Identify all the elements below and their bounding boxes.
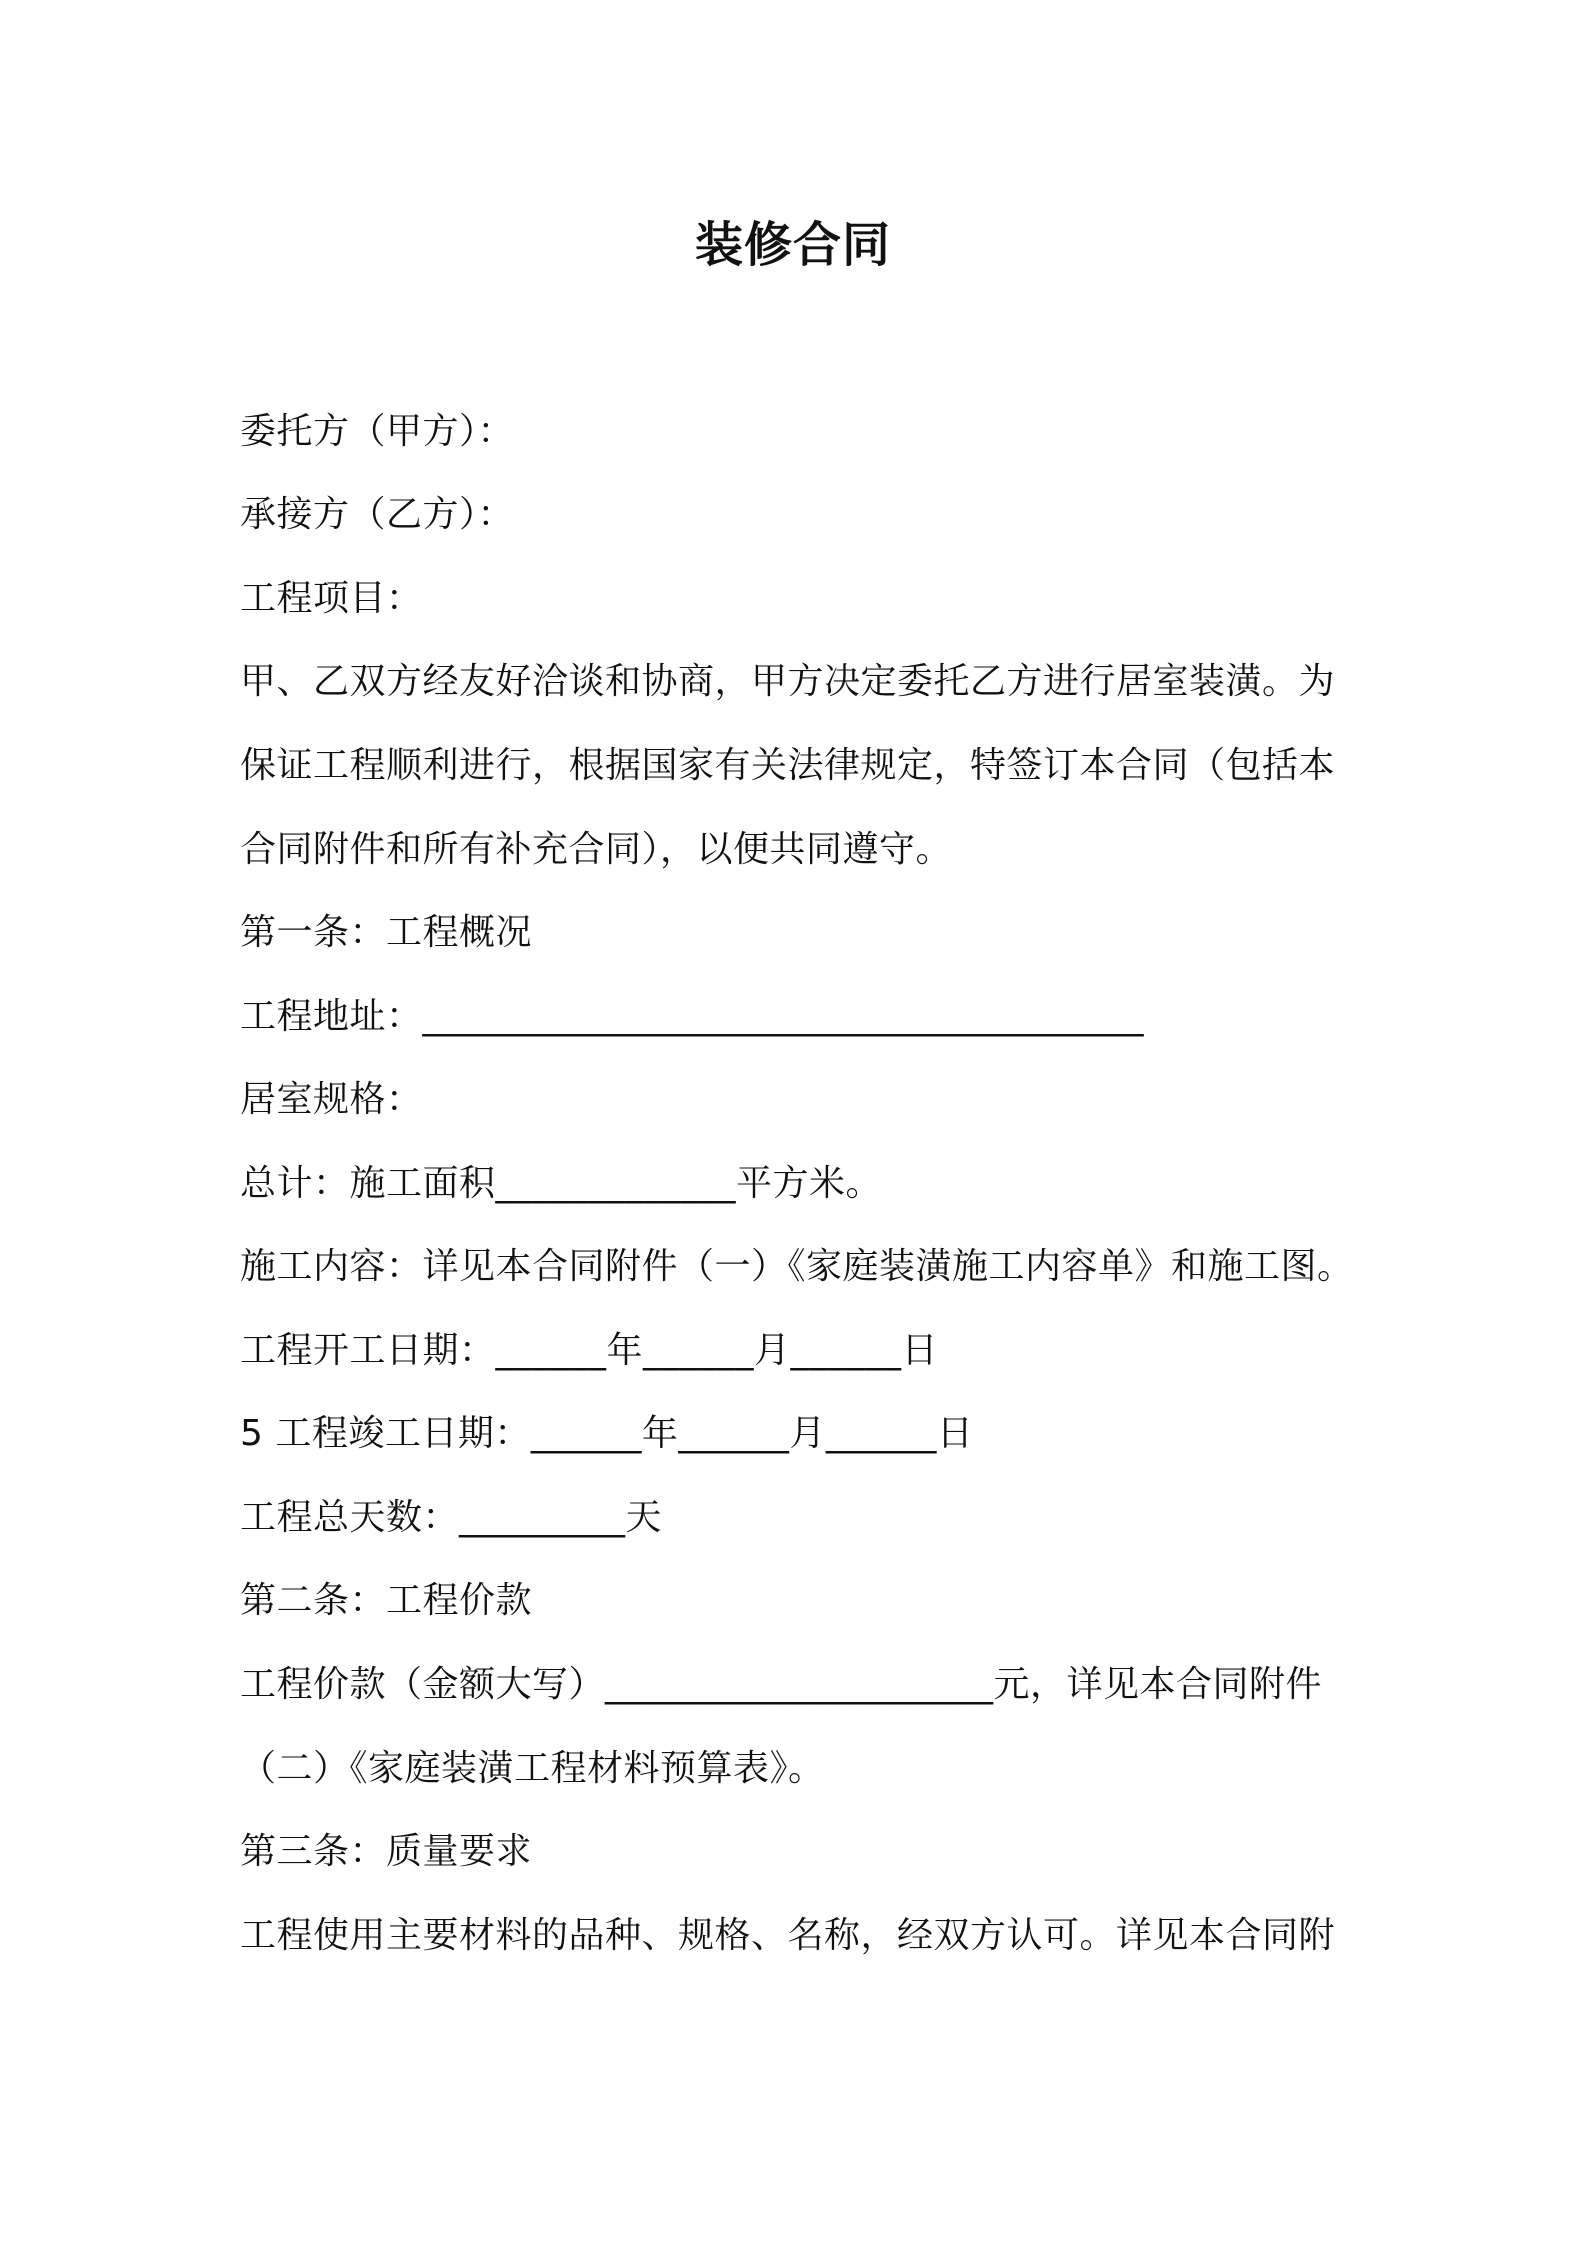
contractor-party-line: 承接方（乙方）： (240, 494, 515, 535)
total-days-line: 工程总天数：_________天 (240, 1497, 663, 1538)
preamble-line-1: 甲、乙双方经友好洽谈和协商，甲方决定委托乙方进行居室装潢。为 (240, 661, 1336, 702)
start-date-line: 工程开工日期：______年______月______日 (240, 1330, 939, 1371)
client-party-line: 委托方（甲方）： (240, 411, 515, 452)
preamble-line-2: 保证工程顺利进行，根据国家有关法律规定，特签订本合同（包括本 (240, 745, 1336, 786)
article-3-heading: 第三条：质量要求 (240, 1831, 533, 1872)
completion-date-line: 5 工程竣工日期：______年______月______日 (240, 1413, 974, 1454)
total-area-line: 总计：施工面积_____________平方米。 (240, 1163, 883, 1204)
page-title: 装修合同 (694, 217, 891, 273)
quality-line-1: 工程使用主要材料的品种、规格、名称，经双方认可。详见本合同附 (240, 1915, 1336, 1956)
work-content-line: 施工内容：详见本合同附件（一）《家庭装潢施工内容单》和施工图。 (240, 1246, 1354, 1287)
preamble-line-3: 合同附件和所有补充合同），以便共同遵守。 (240, 829, 953, 870)
article-2-heading: 第二条：工程价款 (240, 1580, 533, 1621)
contract-price-line-1: 工程价款（金额大写）_____________________元，详见本合同附件 (240, 1664, 1323, 1705)
project-line: 工程项目： (240, 578, 423, 619)
project-address-line: 工程地址：_______________________________________ (240, 996, 1145, 1037)
article-1-heading: 第一条：工程概况 (240, 912, 533, 953)
contract-price-line-2: （二）《家庭装潢工程材料预算表》。 (240, 1748, 825, 1789)
room-spec-line: 居室规格： (240, 1079, 423, 1120)
